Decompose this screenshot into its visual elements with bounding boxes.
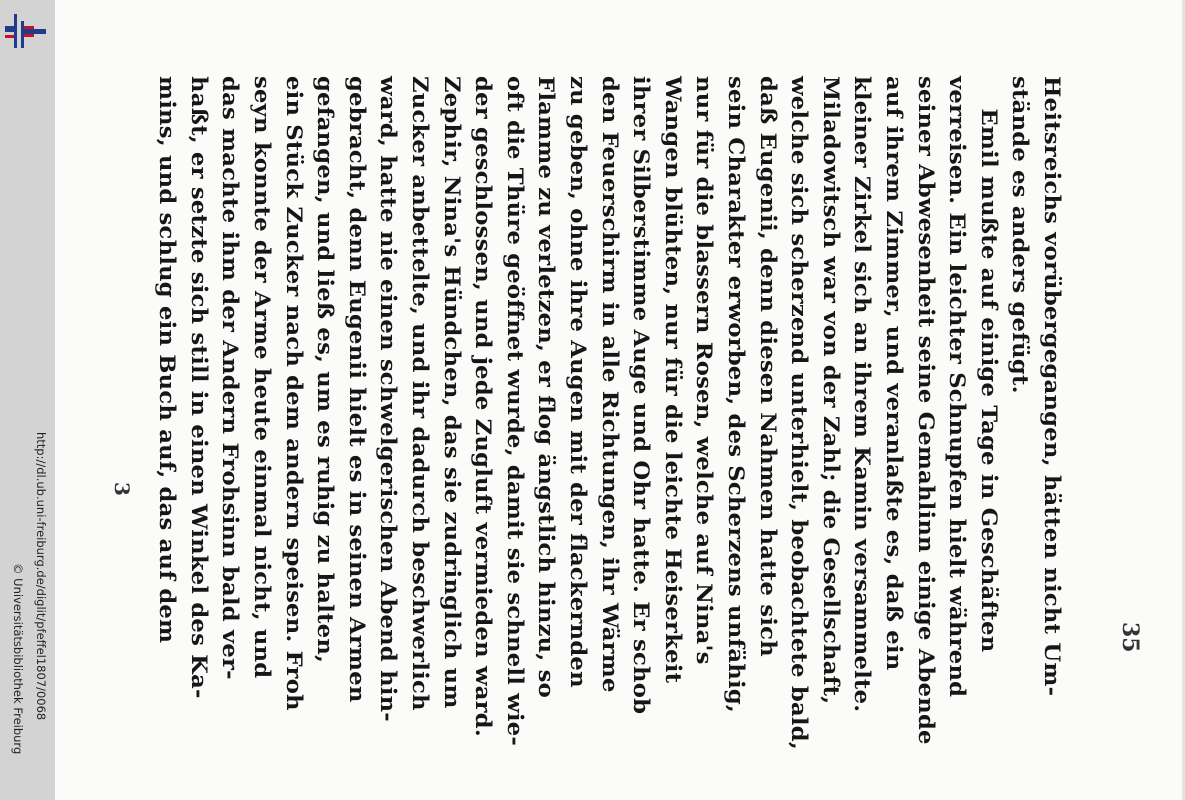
text-line: zu geben, ohne ihre Augen mit der flackernden [566, 76, 591, 688]
copyright-notice: © Universitätsbibliothek Freiburg [11, 563, 25, 755]
text-line: ein Stück Zucker nach dem andern speisen. Froh [281, 76, 307, 711]
text-line: gefangen, und ließ es, um es ruhig zu halten, [313, 76, 339, 664]
text-line: oft die Thüre geöffnet wurde, damit sie schnell wie- [502, 76, 528, 747]
text-line: auf ihrem Zimmer, und veranlaßte es, daß ein [882, 76, 907, 671]
text-line: Flamme zu verletzen, er flog ängstlich hinzu, so [534, 76, 560, 698]
text-line: daß Eugenii, denn diesen Nahmen hatte sich [755, 76, 781, 657]
text-line: Heitsreichs vorübergegangen, hätten nicht Um- [1040, 76, 1065, 697]
text-line: Zephir, Nina's Hündchen, das sie zudringlich um [439, 76, 465, 709]
text-line: nur für die blassern Rosen, welche auf Nina's [692, 76, 718, 665]
ub-freiburg-logo-icon [4, 12, 48, 50]
text-line: Wangen blühten, nur für die leichte Heiserkeit [660, 76, 686, 684]
text-line: ward, hatte nie einen schwelgerischen Abend hin- [376, 76, 402, 722]
sidebar [0, 0, 55, 800]
text-line: Miladowitsch war von der Zahl; die Gesellschaft, [818, 76, 844, 705]
text-line: seiner Abwesenheit seine Gemahlinn einige Abende [913, 76, 939, 745]
text-line: gebracht, denn Eugenii hielt es in seinen Armen [344, 76, 370, 703]
text-line: Zucker anbettelte, und ihr dadurch beschwerlich [408, 76, 433, 711]
page-text-block [55, 0, 1185, 800]
text-line: ihrer Silberstimme Auge und Ohr hatte. Er schob [629, 76, 655, 715]
text-line: seyn konnte der Arme heute einmal nicht, und [250, 76, 275, 679]
text-line: sein Charakter erworben, des Scherzens unfähig, [724, 76, 749, 714]
text-line: Emil mußte auf einige Tage in Geschäften [976, 108, 1002, 653]
text-line: den Feuerschirm in alle Richtungen, ihr Wärme [597, 76, 623, 693]
text-line: welche sich scherzend unterhielt, beobachtete bald, [787, 76, 813, 750]
scanned-page [55, 0, 1185, 800]
text-line: haßt, er setzte sich still in einen Winkel des Ka- [186, 76, 212, 699]
text-line: der geschlossen, und jede Zugluft vermieden ward. [471, 76, 497, 737]
text-line: das machte ihm der Andern Frohsinn bald ver- [218, 76, 244, 680]
text-line: stände es anders gefügt. [1008, 76, 1034, 394]
text-line: kleiner Zirkel sich an ihrem Kamin versammelte. [850, 76, 876, 713]
page-number: 35 [1117, 622, 1143, 653]
printer-signature-mark: 3 [110, 482, 134, 496]
text-line: verreisen. Ein leichter Schnupfen hielt während [945, 76, 971, 698]
document-url[interactable]: http://dl.ub.uni-freiburg.de/diglit/pfeffel1807/0068 [34, 432, 48, 721]
text-line: mins, und schlug ein Buch auf, das auf dem [155, 76, 181, 644]
